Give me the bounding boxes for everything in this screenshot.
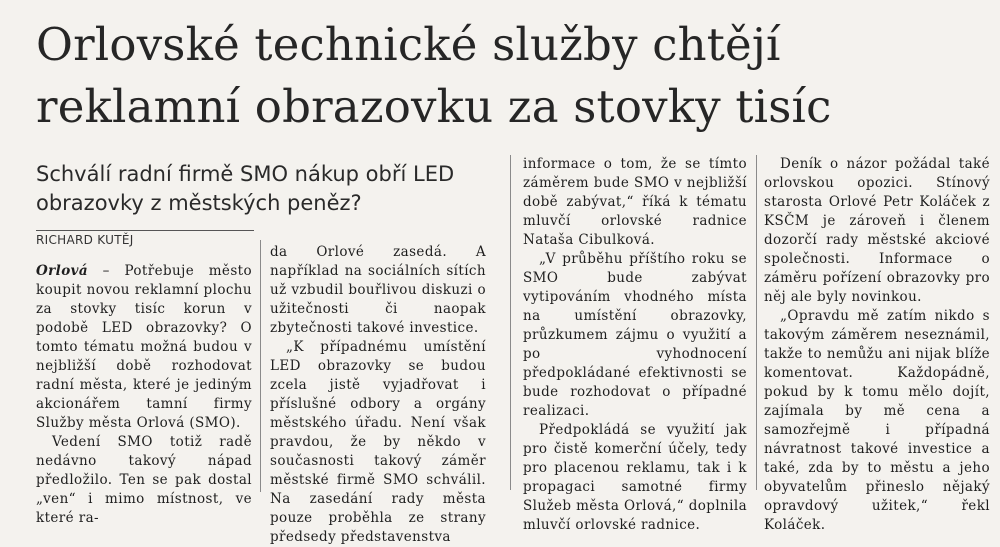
article-column-1 bbox=[36, 262, 252, 528]
column-1-lead-text: – Potřebuje město koupit novou reklamní plochu za stovky tisíc korun v podobě LED obrazovky? O tomto tématu možná budou v nejbližší době rozhodovat radní města, které je jediným akcionářem tamní firmy Služby města Orlová (SMO). bbox=[36, 263, 252, 431]
article-column-4 bbox=[764, 155, 990, 535]
headline-line-2: reklamní obrazovku za stovky tisíc bbox=[36, 80, 832, 133]
column-3-paragraph-3: Předpokládá se využití jak pro čistě komerční účely, tedy pro placenou reklamu, tak i k propagaci samotné firmy Služeb města Orlová,“ doplnila mluvčí orlovské radnice. bbox=[523, 422, 748, 533]
author-divider bbox=[36, 230, 254, 231]
column-1-paragraph-2: Vedení SMO totiž radě nedávno takový nápad předložilo. Ten se pak dostal „ven“ i mimo místnost, ve které ra- bbox=[36, 434, 252, 526]
article-column-2 bbox=[270, 243, 486, 547]
column-3-paragraph-1: informace o tom, že se tímto záměrem bude SMO v nejbližší době zabývat,“ říká k tématu mluvčí orlovské radnice Nataša Cibulková. bbox=[523, 156, 747, 248]
dateline-place: Orlová bbox=[36, 263, 88, 279]
column-4-paragraph-2: „Opravdu mě zatím nikdo s takovým záměrem neseznámil, takže to nemůžu ani nijak blíže komentovat. Každopádně, pokud by k tomu mělo dojít, zajímala by mě cena a samozřejmě i případná návratnost takové investice a také, zda by to městu a jeho obyvatelům přineslo nějaký opravdový užitek,“ řekl Koláček. bbox=[764, 308, 990, 533]
column-divider bbox=[260, 240, 261, 492]
subtitle-line-2: obrazovky z městských peněz? bbox=[36, 191, 362, 215]
column-2-paragraph-1: da Orlové zasedá. A například na sociálních sítích už vzbudil bouřlivou diskuzi o užitečnosti či naopak zbytečnosti takové investice. bbox=[270, 244, 486, 336]
article-subtitle bbox=[36, 160, 506, 218]
article-headline bbox=[36, 14, 986, 138]
column-divider bbox=[510, 155, 511, 490]
column-4-paragraph-1: Deník o názor požádal také orlovskou opozici. Stínový starosta Orlové Petr Koláček z KSČM je zároveň i členem dozorčí rady městské akciové společnosti. Informace o záměru pořízení obrazovky pro něj ale byly novinkou. bbox=[764, 156, 990, 305]
author-byline: RICHARD KUTĚJ bbox=[36, 233, 134, 247]
headline-line-1: Orlovské technické služby chtějí bbox=[36, 18, 781, 71]
article-column-3 bbox=[523, 155, 747, 535]
column-2-paragraph-2: „K případnému umístění LED obrazovky se budou zcela jistě vyjadřovat i příslušné odbory a orgány městského úřadu. Není však pravdou, že by někdo v současnosti takový záměr městské firmě SMO schválil. Na zasedání rady města pouze proběhla ze strany předsedy představenstva bbox=[270, 339, 486, 545]
subtitle-line-1: Schválí radní firmě SMO nákup obří LED bbox=[36, 162, 455, 186]
column-divider bbox=[756, 155, 757, 490]
column-1-paragraph-1 bbox=[36, 262, 252, 433]
column-3-paragraph-2: „V průběhu příštího roku se SMO bude zabývat vytipováním vhodného místa na umístění obrazovky, průzkumem zájmu o využití a po vyhodnocení předpokládané efektivnosti se bude rozhodovat o případné realizaci. bbox=[523, 251, 747, 419]
